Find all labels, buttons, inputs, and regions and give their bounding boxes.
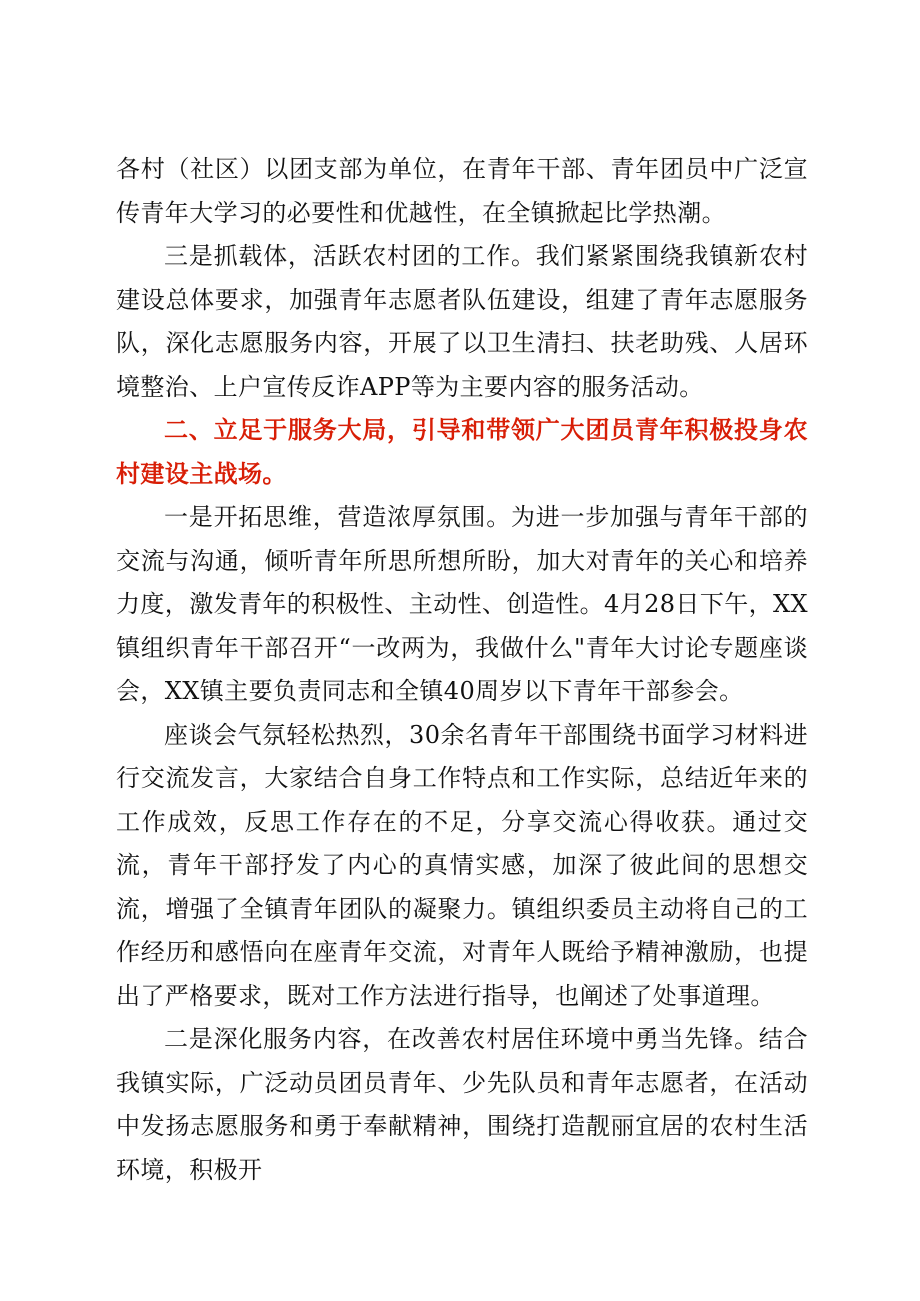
paragraph-3: 一是开拓思维，营造浓厚氛围。为进一步加强与青年干部的交流与沟通，倾听青年所思所想所盼，加大对青年的关心和培养力度，激发青年的积极性、主动性、创造性。4月28日下午，XX镇组织青年干部召开“一改两为，我做什么"青年大讨论专题座谈会，XX镇主要负责同志和全镇40周岁以下青年干部参会。: [116, 503, 808, 705]
document-page: [116, 148, 808, 1192]
section-heading: 二、立足于服务大局，引导和带领广大团员青年积极投身农村建设主战场。: [116, 416, 808, 488]
paragraph-2: 三是抓载体，活跃农村团的工作。我们紧紧围绕我镇新农村建设总体要求，加强青年志愿者队伍建设，组建了青年志愿服务队，深化志愿服务内容，开展了以卫生清扫、扶老助残、人居环境整治、上户宣传反诈APP等为主要内容的服务活动。: [116, 242, 808, 401]
paragraph-1: 各村（社区）以团支部为单位，在青年干部、青年团员中广泛宣传青年大学习的必要性和优越性，在全镇掀起比学热潮。: [116, 155, 808, 227]
paragraph-4: 座谈会气氛轻松热烈，30余名青年干部围绕书面学习材料进行交流发言，大家结合自身工作特点和工作实际，总结近年来的工作成效，反思工作存在的不足，分享交流心得收获。通过交流，青年干部抒发了内心的真情实感，加深了彼此间的思想交流，增强了全镇青年团队的凝聚力。镇组织委员主动将自己的工作经历和感悟向在座青年交流，对青年人既给予精神激励，也提出了严格要求，既对工作方法进行指导，也阐述了处事道理。: [116, 720, 808, 1010]
paragraph-5: 二是深化服务内容，在改善农村居住环境中勇当先锋。结合我镇实际，广泛动员团员青年、少先队员和青年志愿者，在活动中发扬志愿服务和勇于奉献精神，围绕打造靓丽宜居的农村生活环境，积极开: [116, 1025, 808, 1184]
